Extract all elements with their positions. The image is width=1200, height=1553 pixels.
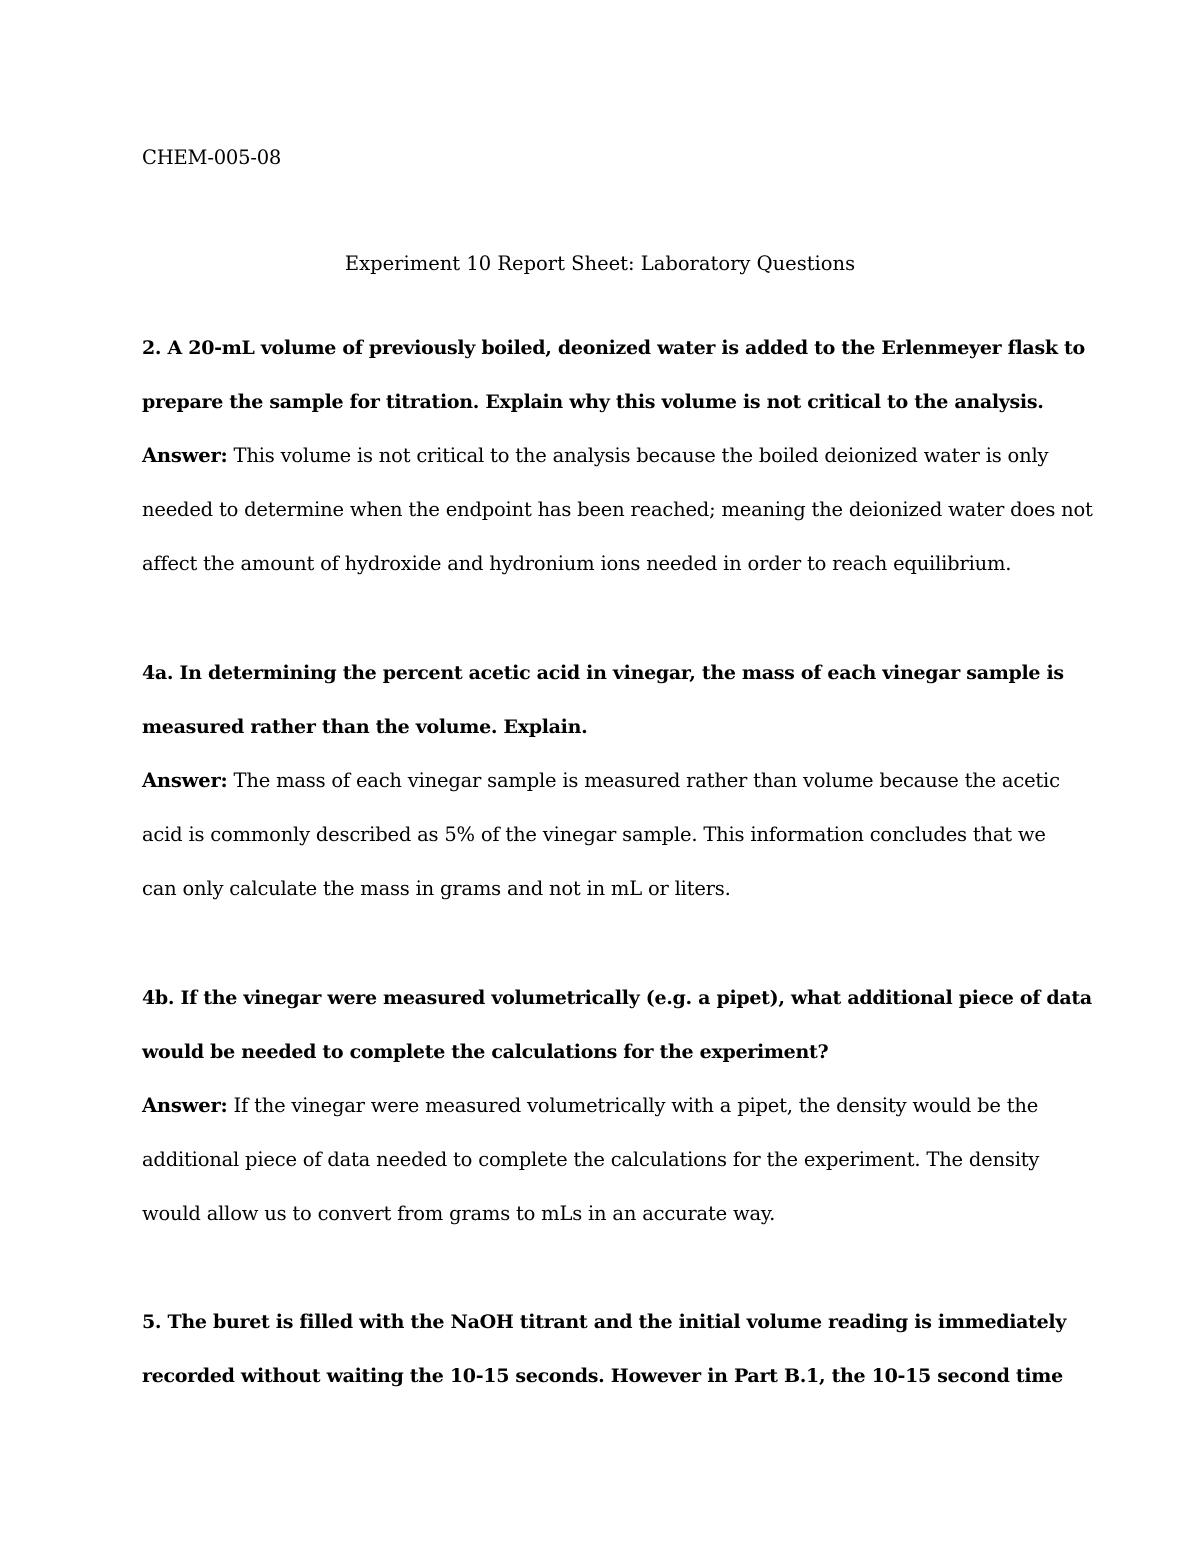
- question-5-line-2: recorded without waiting the 10-15 seconds. However in Part B.1, the 10-15 second time: [142, 1365, 1063, 1387]
- answer-4a-text-1: The mass of each vinegar sample is measured rather than volume because the acetic: [227, 769, 1060, 792]
- answer-4a-line-1: [142, 769, 1060, 793]
- question-4b-line-1: 4b. If the vinegar were measured volumetrically (e.g. a pipet), what additional piece of data: [142, 987, 1092, 1009]
- answer-4a-line-3: can only calculate the mass in grams and not in mL or liters.: [142, 877, 731, 900]
- document-title: Experiment 10 Report Sheet: Laboratory Questions: [344, 252, 856, 275]
- answer-2-line-3: affect the amount of hydroxide and hydronium ions needed in order to reach equilibrium.: [142, 552, 1012, 575]
- answer-2-line-2: needed to determine when the endpoint has been reached; meaning the deionized water does not: [142, 498, 1093, 521]
- answer-label: Answer:: [142, 769, 228, 792]
- question-4a-line-1: 4a. In determining the percent acetic acid in vinegar, the mass of each vinegar sample is: [142, 662, 1064, 684]
- answer-2-line-1: [142, 444, 1048, 468]
- question-2-line-2: prepare the sample for titration. Explain why this volume is not critical to the analysis.: [142, 391, 1044, 413]
- course-code: CHEM-005-08: [142, 146, 282, 169]
- question-2-line-1: 2. A 20-mL volume of previously boiled, deonized water is added to the Erlenmeyer flask to: [142, 337, 1085, 359]
- answer-2-text-1: This volume is not critical to the analysis because the boiled deionized water is only: [227, 444, 1049, 467]
- answer-4b-line-3: would allow us to convert from grams to mLs in an accurate way.: [142, 1202, 776, 1225]
- answer-4a-line-2: acid is commonly described as 5% of the vinegar sample. This information concludes that we: [142, 823, 1046, 846]
- answer-4b-text-1: If the vinegar were measured volumetrically with a pipet, the density would be the: [227, 1094, 1039, 1117]
- question-4b-line-2: would be needed to complete the calculations for the experiment?: [142, 1041, 829, 1063]
- answer-4b-line-1: [142, 1094, 1038, 1118]
- question-4a-line-2: measured rather than the volume. Explain.: [142, 716, 588, 738]
- answer-label: Answer:: [142, 444, 228, 467]
- answer-label: Answer:: [142, 1094, 228, 1117]
- answer-4b-line-2: additional piece of data needed to complete the calculations for the experiment. The density: [142, 1148, 1040, 1171]
- question-5-line-1: 5. The buret is filled with the NaOH titrant and the initial volume reading is immediately: [142, 1311, 1067, 1333]
